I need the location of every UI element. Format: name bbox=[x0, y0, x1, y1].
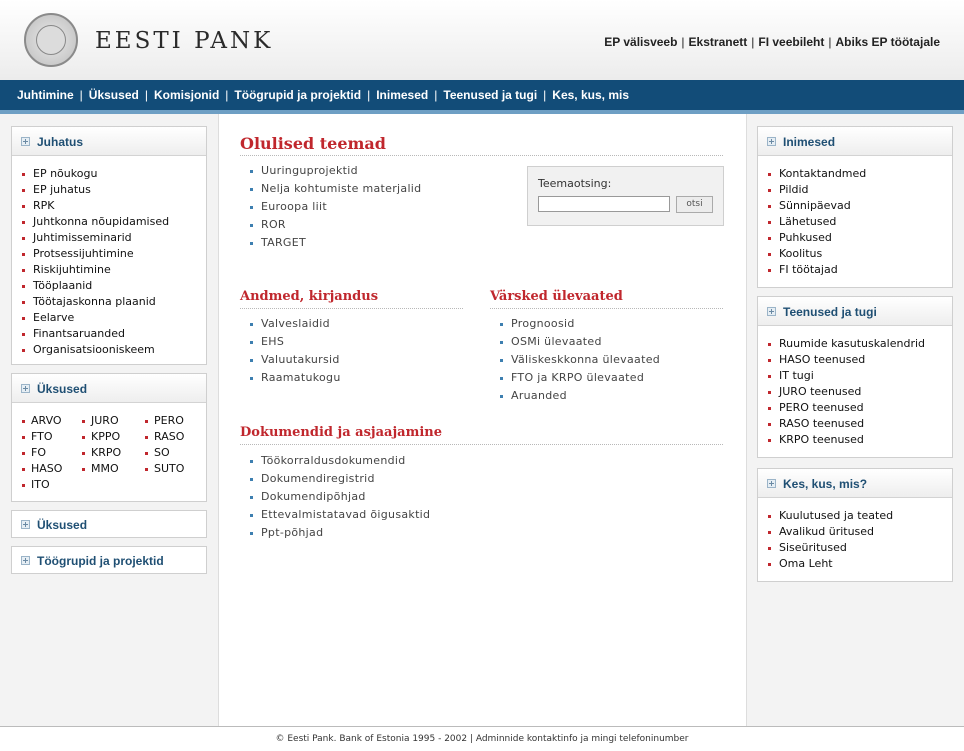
footer-text: © Eesti Pank. Bank of Estonia 1995 - 2002 | Adminnide kontaktinfo ja mingi telefoninumber bbox=[275, 734, 689, 744]
list-item[interactable]: EP juhatus bbox=[22, 182, 206, 198]
divider bbox=[240, 155, 723, 156]
list-item[interactable]: Siseüritused bbox=[768, 540, 952, 556]
list-item[interactable]: FI töötajad bbox=[768, 262, 952, 278]
list-item[interactable]: Pildid bbox=[768, 182, 952, 198]
olulised-list bbox=[250, 162, 421, 252]
separator: | bbox=[681, 35, 685, 49]
list-item[interactable]: OSMi ülevaated bbox=[500, 333, 660, 351]
list-item[interactable]: Organisatsiooniskeem bbox=[22, 342, 206, 358]
page-footer bbox=[0, 726, 964, 751]
top-link-fi-veebileht[interactable]: FI veebileht bbox=[758, 35, 825, 49]
list-item[interactable]: Aruanded bbox=[500, 387, 660, 405]
list-item[interactable]: Tööplaanid bbox=[22, 278, 206, 294]
box-header[interactable] bbox=[12, 127, 206, 156]
expand-plus-icon[interactable] bbox=[21, 137, 30, 146]
topic-search-box bbox=[527, 166, 724, 226]
section-title-varsked: Värsked ülevaated bbox=[490, 289, 623, 304]
list-item[interactable]: RASO teenused bbox=[768, 416, 952, 432]
box-title: Üksused bbox=[37, 518, 88, 532]
expand-plus-icon[interactable] bbox=[21, 520, 30, 529]
list-item[interactable]: Dokumendiregistrid bbox=[250, 470, 430, 488]
page-header bbox=[0, 0, 964, 80]
list-item[interactable]: JURO teenused bbox=[768, 384, 952, 400]
list-item[interactable]: Koolitus bbox=[768, 246, 952, 262]
expand-plus-icon[interactable] bbox=[21, 556, 30, 565]
separator: | bbox=[543, 88, 547, 102]
unit-item[interactable]: FO bbox=[22, 446, 46, 459]
list-item[interactable]: Euroopa liit bbox=[250, 198, 421, 216]
separator: | bbox=[828, 35, 832, 49]
separator: | bbox=[751, 35, 755, 49]
list-item[interactable]: Lähetused bbox=[768, 214, 952, 230]
unit-item[interactable]: FTO bbox=[22, 430, 53, 443]
box-title: Inimesed bbox=[783, 135, 836, 149]
list-item[interactable]: Finantsaruanded bbox=[22, 326, 206, 342]
list-item[interactable]: Kontaktandmed bbox=[768, 166, 952, 182]
expand-plus-icon[interactable] bbox=[21, 384, 30, 393]
separator: | bbox=[225, 88, 229, 102]
unit-item[interactable]: HASO bbox=[22, 462, 62, 475]
top-link-ekstranett[interactable]: Ekstranett bbox=[688, 35, 748, 49]
list-item[interactable]: Valveslaidid bbox=[250, 315, 341, 333]
list-item[interactable]: Protsessijuhtimine bbox=[22, 246, 206, 262]
section-title-dokumendid: Dokumendid ja asjaajamine bbox=[240, 425, 443, 440]
expand-plus-icon[interactable] bbox=[767, 137, 776, 146]
list-item[interactable]: Puhkused bbox=[768, 230, 952, 246]
box-header[interactable] bbox=[758, 297, 952, 326]
box-title: Kes, kus, mis? bbox=[783, 477, 868, 491]
top-link-abiks[interactable]: Abiks EP töötajale bbox=[835, 35, 940, 49]
separator: | bbox=[434, 88, 438, 102]
list-item[interactable]: FTO ja KRPO ülevaated bbox=[500, 369, 660, 387]
list-item[interactable]: Riskijuhtimine bbox=[22, 262, 206, 278]
list-item[interactable]: Oma Leht bbox=[768, 556, 952, 572]
seal-emblem bbox=[36, 25, 66, 55]
list-item[interactable]: Avalikud üritused bbox=[768, 524, 952, 540]
list-item[interactable]: Ruumide kasutuskalendrid bbox=[768, 336, 952, 352]
list-item[interactable]: HASO teenused bbox=[768, 352, 952, 368]
expand-plus-icon[interactable] bbox=[767, 479, 776, 488]
inimesed-list bbox=[758, 156, 952, 278]
unit-item[interactable]: ITO bbox=[22, 478, 50, 491]
list-item[interactable]: Ppt-põhjad bbox=[250, 524, 430, 542]
main-nav bbox=[0, 80, 964, 114]
search-input[interactable] bbox=[538, 196, 670, 212]
list-item[interactable]: IT tugi bbox=[768, 368, 952, 384]
separator: | bbox=[144, 88, 148, 102]
list-item[interactable]: EHS bbox=[250, 333, 341, 351]
list-item[interactable]: ROR bbox=[250, 216, 421, 234]
list-item[interactable]: Juhtkonna nõupidamised bbox=[22, 214, 206, 230]
divider bbox=[490, 308, 723, 309]
list-item[interactable]: PERO teenused bbox=[768, 400, 952, 416]
unit-item[interactable]: KRPO bbox=[82, 446, 121, 459]
list-item[interactable]: EP nõukogu bbox=[22, 166, 206, 182]
list-item[interactable]: Töökorraldusdokumendid bbox=[250, 452, 430, 470]
dokumendid-list bbox=[250, 452, 430, 542]
box-header[interactable] bbox=[12, 374, 206, 403]
box-header[interactable] bbox=[758, 469, 952, 498]
list-item[interactable]: Ettevalmistatavad õigusaktid bbox=[250, 506, 430, 524]
nav-item-kes-kus-mis[interactable]: Kes, kus, mis bbox=[552, 88, 630, 102]
inimesed-box bbox=[757, 126, 953, 288]
nav-item-komisjonid[interactable]: Komisjonid bbox=[153, 88, 220, 102]
top-links bbox=[604, 35, 940, 49]
unit-item[interactable]: PERO bbox=[145, 414, 184, 427]
list-item[interactable]: TARGET bbox=[250, 234, 421, 252]
box-title: Juhatus bbox=[37, 135, 84, 149]
unit-item[interactable]: SUTO bbox=[145, 462, 184, 475]
section-title-olulised: Olulised teemad bbox=[240, 134, 386, 153]
list-item[interactable]: Sünnipäevad bbox=[768, 198, 952, 214]
separator: | bbox=[367, 88, 371, 102]
list-item[interactable]: KRPO teenused bbox=[768, 432, 952, 448]
list-item[interactable]: Kuulutused ja teated bbox=[768, 508, 952, 524]
teenused-list bbox=[758, 326, 952, 448]
uksused-collapsed-box[interactable] bbox=[11, 510, 207, 538]
list-item[interactable]: Uuringuprojektid bbox=[250, 162, 421, 180]
andmed-list bbox=[250, 315, 341, 387]
divider bbox=[240, 444, 723, 445]
divider bbox=[240, 308, 463, 309]
bank-seal-logo[interactable] bbox=[24, 13, 78, 67]
juhatus-list bbox=[12, 156, 206, 358]
box-title: Teenused ja tugi bbox=[783, 305, 877, 319]
expand-plus-icon[interactable] bbox=[767, 307, 776, 316]
nav-item-inimesed[interactable]: Inimesed bbox=[376, 88, 429, 102]
varsked-list bbox=[500, 315, 660, 405]
unit-item[interactable]: MMO bbox=[82, 462, 119, 475]
list-item[interactable]: Prognoosid bbox=[500, 315, 660, 333]
kes-kus-mis-box bbox=[757, 468, 953, 582]
box-header[interactable] bbox=[758, 127, 952, 156]
unit-item[interactable]: JURO bbox=[82, 414, 119, 427]
unit-item[interactable]: SO bbox=[145, 446, 170, 459]
uksused-box bbox=[11, 373, 207, 502]
list-item[interactable]: Väliskeskkonna ülevaated bbox=[500, 351, 660, 369]
list-item[interactable]: Eelarve bbox=[22, 310, 206, 326]
list-item[interactable]: Valuutakursid bbox=[250, 351, 341, 369]
search-label: Teemaotsing: bbox=[538, 177, 612, 190]
box-title: Üksused bbox=[37, 382, 88, 396]
kes-kus-mis-list bbox=[758, 498, 952, 572]
nav-item-juhtimine[interactable]: Juhtimine bbox=[17, 88, 74, 102]
nav-item-uksused[interactable]: Üksused bbox=[88, 88, 139, 102]
nav-item-toogrupid[interactable]: Töögrupid ja projektid bbox=[234, 88, 362, 102]
search-button[interactable]: otsi bbox=[676, 196, 713, 213]
box-title: Töögrupid ja projektid bbox=[37, 554, 164, 568]
list-item[interactable]: Juhtimisseminarid bbox=[22, 230, 206, 246]
separator: | bbox=[79, 88, 83, 102]
list-item[interactable]: Dokumendipõhjad bbox=[250, 488, 430, 506]
juhatus-box bbox=[11, 126, 207, 365]
list-item[interactable]: Töötajaskonna plaanid bbox=[22, 294, 206, 310]
section-title-andmed: Andmed, kirjandus bbox=[240, 289, 379, 304]
unit-item[interactable]: ARVO bbox=[22, 414, 62, 427]
list-item[interactable]: RPK bbox=[22, 198, 206, 214]
toogrupid-collapsed-box[interactable] bbox=[11, 546, 207, 574]
nav-item-teenused[interactable]: Teenused ja tugi bbox=[443, 88, 538, 102]
unit-item[interactable]: KPPO bbox=[82, 430, 120, 443]
list-item[interactable]: Nelja kohtumiste materjalid bbox=[250, 180, 421, 198]
unit-item[interactable]: RASO bbox=[145, 430, 184, 443]
top-link-valisveeb[interactable]: EP välisveeb bbox=[604, 35, 678, 49]
logo-text[interactable]: EESTI PANK bbox=[95, 28, 274, 54]
list-item[interactable]: Raamatukogu bbox=[250, 369, 341, 387]
teenused-box bbox=[757, 296, 953, 458]
